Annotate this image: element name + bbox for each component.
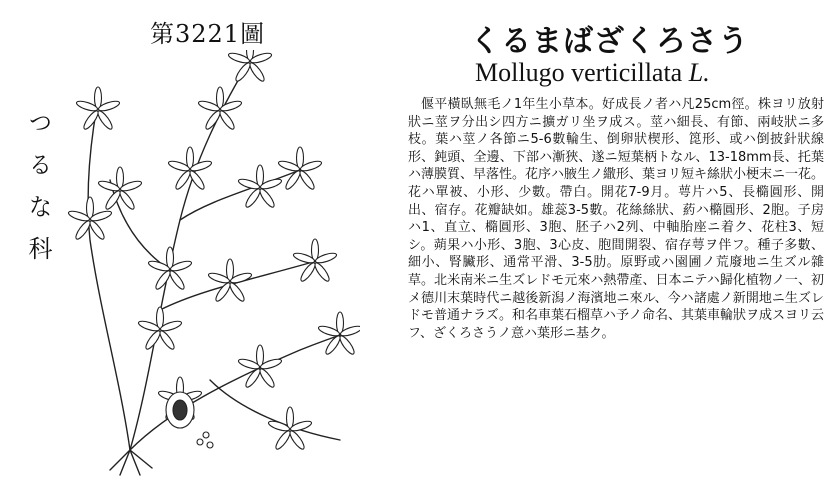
- family-label: つるな科: [24, 110, 52, 278]
- figure-number: 第3221圖: [150, 20, 266, 48]
- latin-binomial: Mollugo verticillata: [475, 58, 683, 87]
- latin-author: L.: [688, 58, 710, 87]
- description-text: 偃平橫臥無毛ノ1年生小草本。好成長ノ者ハ凡25cm徑。株ヨリ放射狀ニ莖ヲ分出シ四方ニ擴ガリ坐ヲ成ス。莖ハ細長、有節、兩岐狀ニ多枝。葉ハ莖ノ各節ニ5-6數輪生、倒卵狀楔形、箆形、或ハ倒披針狀線形、鈍頭、全邊、下部ハ漸狹、遂ニ短葉柄トなル、13-18mm長、托葉ハ薄膜質、早落性。花序ハ腋生ノ繖形、葉ヨリ短キ絲狀小梗末ニ一花。花ハ單被、小形、少數。帶白。開花7-9月。萼片ハ5、長橢圓形、開出、宿存。花瓣缺如。雄蕊3-5數。花絲絲狀、葯ハ橢圓形、2胞。子房ハ1、直立、橢圓形、3胞、胚子ハ2列、中軸胎座ニ着ク、花柱3、短シ。蒴果ハ小形、3胞、3心皮、胞間開裂、宿存萼ヲ伴フ。種子多數、細小、腎臟形、通常平滑、3-5肋。原野或ハ園圃ノ荒廢地ニ生ズル雜草。北米南米ニ生ズレドモ元來ハ熱帶產、日本ニテハ歸化植物ノ一、初メ德川末葉時代ニ越後新潟ノ海濱地ニ來ル、今ハ諸處ノ新開地ニ生ズレドモ普通ナラズ。和名車葉石榴草ハ予ノ命名、其葉車輪狀ヲ成スヨリ云フ、ざくろさうノ意ハ葉形ニ基ク。: [408, 97, 824, 341]
- title-japanese: くるまばざくろさう: [470, 24, 749, 59]
- title-latin: [475, 58, 710, 88]
- plant-illustration: [60, 50, 360, 480]
